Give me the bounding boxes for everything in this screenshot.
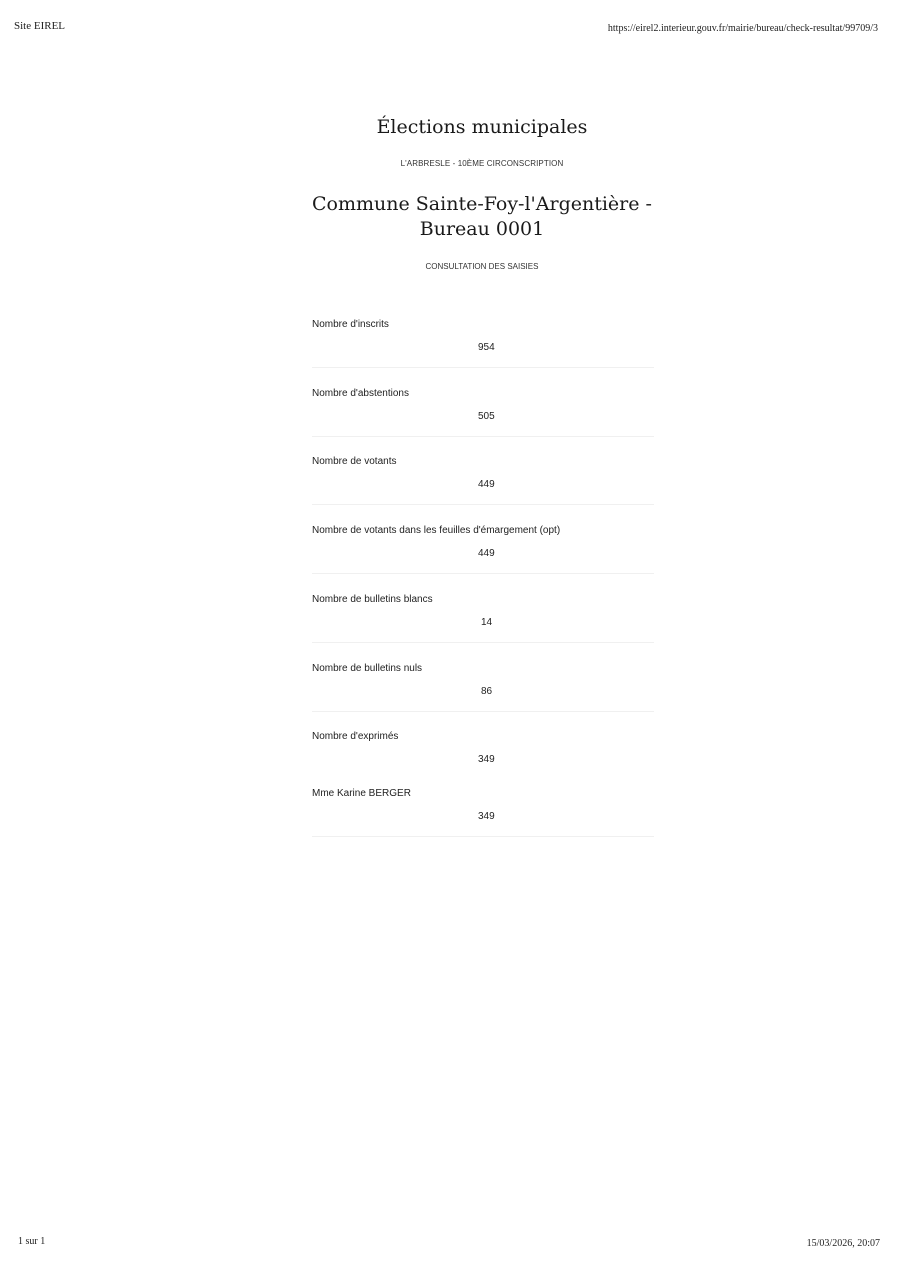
field-value: 449 [478,479,495,490]
field-label: Nombre d'exprimés [312,731,399,742]
field-exprimes [312,731,654,765]
page-title: Élections municipales [376,116,588,138]
field-label: Nombre d'inscrits [312,319,389,330]
print-footer-datetime: 15/03/2026, 20:07 [806,1238,880,1249]
field-bulletins-blancs [312,594,654,628]
field-divider [312,642,654,643]
commune-bureau-heading: Commune Sainte-Foy-l'Argentière - Bureau 0001 [312,193,652,240]
field-value: 86 [481,686,493,697]
field-value: 349 [478,811,495,822]
print-footer-page: 1 sur 1 [18,1236,46,1247]
field-abstentions [312,388,654,422]
field-label: Nombre d'abstentions [312,388,409,399]
field-label: Nombre de votants dans les feuilles d'émargement (opt) [312,525,561,536]
field-divider [312,836,654,837]
field-candidate [312,788,654,822]
field-label: Nombre de bulletins blancs [312,594,433,605]
field-value: 954 [478,342,495,353]
field-votants [312,456,654,490]
field-value: 14 [481,617,493,628]
consultation-label: CONSULTATION DES SAISIES [425,262,539,271]
field-divider [312,436,654,437]
field-divider [312,573,654,574]
field-divider [312,367,654,368]
field-value: 449 [478,548,495,559]
print-header-url: https://eirel2.interieur.gouv.fr/mairie/bureau/check-resultat/99709/3 [607,23,878,34]
field-label: Nombre de bulletins nuls [312,663,423,674]
field-divider [312,504,654,505]
print-header-site: Site EIREL [14,20,66,32]
field-value: 349 [478,754,495,765]
field-label: Nombre de votants [312,456,397,467]
field-inscrits [312,319,654,353]
field-value: 505 [478,411,495,422]
circonscription-subtitle: L'ARBRESLE - 10ÈME CIRCONSCRIPTION [400,159,564,168]
field-bulletins-nuls [312,663,654,697]
field-divider [312,711,654,712]
field-votants-emargement [312,525,654,559]
field-label: Mme Karine BERGER [312,788,411,799]
